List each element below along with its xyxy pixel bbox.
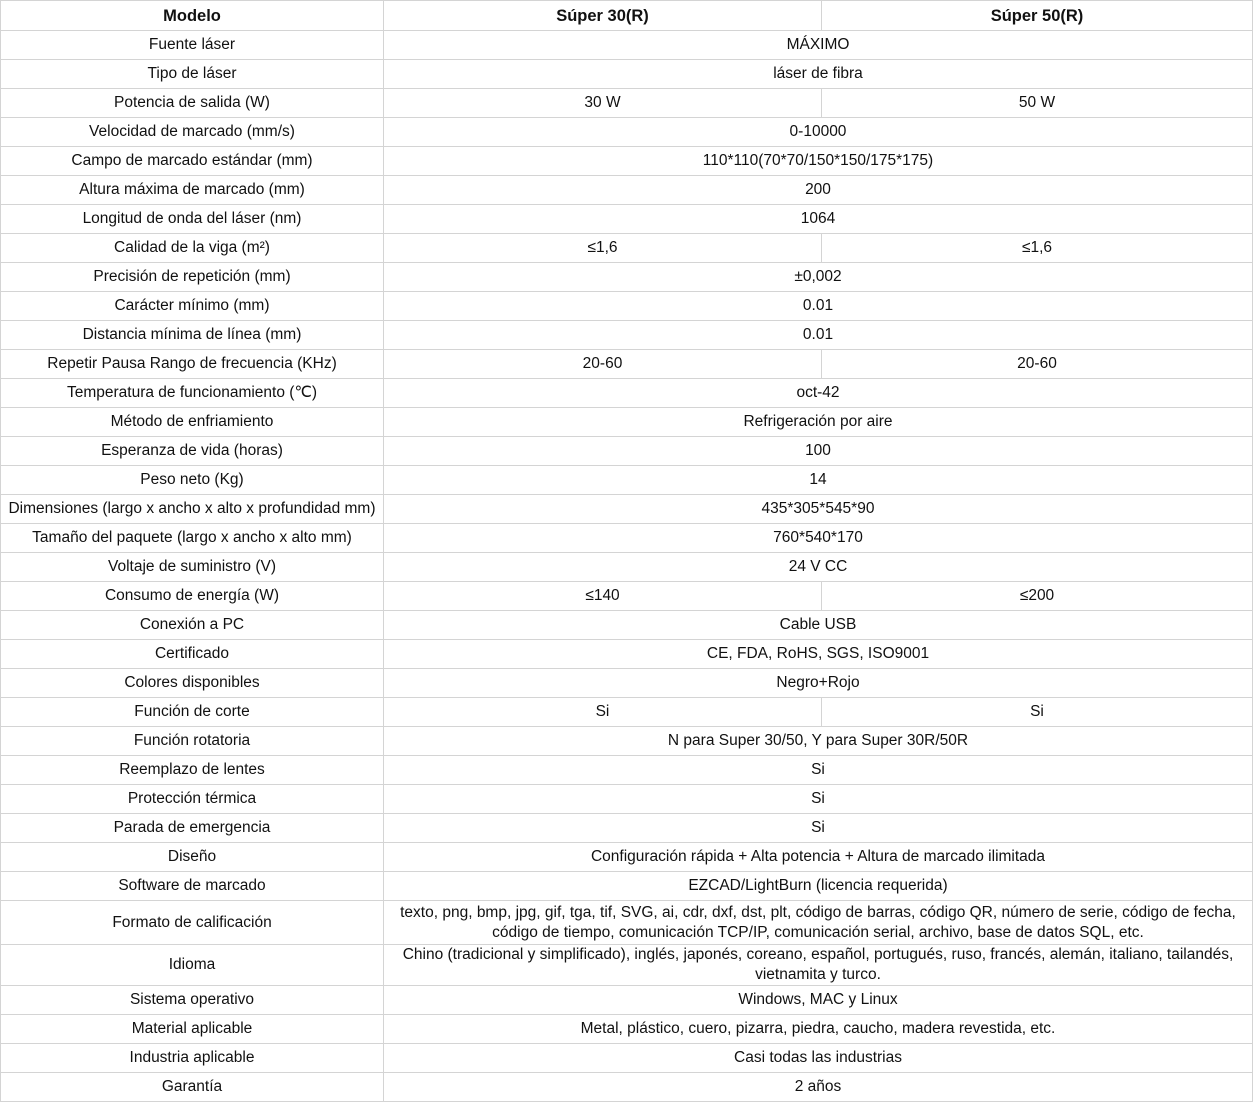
row-label: Colores disponibles bbox=[1, 669, 384, 698]
row-label: Material aplicable bbox=[1, 1015, 384, 1044]
row-value-shared: N para Super 30/50, Y para Super 30R/50R bbox=[384, 727, 1253, 756]
row-label: Sistema operativo bbox=[1, 986, 384, 1015]
row-label: Esperanza de vida (horas) bbox=[1, 437, 384, 466]
row-label: Calidad de la viga (m²) bbox=[1, 234, 384, 263]
row-value-super-30r: Si bbox=[384, 698, 822, 727]
table-row bbox=[1, 698, 1253, 727]
row-value-super-50r: Si bbox=[822, 698, 1253, 727]
table-row bbox=[1, 321, 1253, 350]
table-row bbox=[1, 814, 1253, 843]
row-label: Peso neto (Kg) bbox=[1, 466, 384, 495]
row-label: Campo de marcado estándar (mm) bbox=[1, 147, 384, 176]
row-value-shared: Si bbox=[384, 785, 1253, 814]
table-row bbox=[1, 263, 1253, 292]
row-label: Tipo de láser bbox=[1, 60, 384, 89]
row-value-super-30r: 20-60 bbox=[384, 350, 822, 379]
row-value-shared: Refrigeración por aire bbox=[384, 408, 1253, 437]
row-value-shared: 0.01 bbox=[384, 321, 1253, 350]
row-value-shared: 110*110(70*70/150*150/175*175) bbox=[384, 147, 1253, 176]
row-label: Potencia de salida (W) bbox=[1, 89, 384, 118]
table-row bbox=[1, 1073, 1253, 1102]
table-row bbox=[1, 1015, 1253, 1044]
row-value-shared: ±0,002 bbox=[384, 263, 1253, 292]
row-value-shared: Windows, MAC y Linux bbox=[384, 986, 1253, 1015]
table-row bbox=[1, 31, 1253, 60]
row-value-shared: 435*305*545*90 bbox=[384, 495, 1253, 524]
table-row bbox=[1, 872, 1253, 901]
table-row bbox=[1, 986, 1253, 1015]
row-value-super-50r: 20-60 bbox=[822, 350, 1253, 379]
row-label: Garantía bbox=[1, 1073, 384, 1102]
row-value-shared: Chino (tradicional y simplificado), inglés, japonés, coreano, español, portugués, ruso, francés, alemán, italiano, tailandés, vietnamita y turco. bbox=[384, 945, 1253, 986]
table-row bbox=[1, 524, 1253, 553]
table-row bbox=[1, 785, 1253, 814]
table-row bbox=[1, 234, 1253, 263]
row-value-shared: MÁXIMO bbox=[384, 31, 1253, 60]
row-value-super-30r: ≤140 bbox=[384, 582, 822, 611]
table-row bbox=[1, 379, 1253, 408]
row-value-shared: 0.01 bbox=[384, 292, 1253, 321]
table-row bbox=[1, 843, 1253, 872]
row-value-super-50r: ≤1,6 bbox=[822, 234, 1253, 263]
row-label: Industria aplicable bbox=[1, 1044, 384, 1073]
row-value-shared: 760*540*170 bbox=[384, 524, 1253, 553]
row-label: Función de corte bbox=[1, 698, 384, 727]
row-value-shared: 24 V CC bbox=[384, 553, 1253, 582]
table-row bbox=[1, 495, 1253, 524]
table-row bbox=[1, 727, 1253, 756]
table-row bbox=[1, 466, 1253, 495]
row-value-shared: 1064 bbox=[384, 205, 1253, 234]
row-value-shared: Cable USB bbox=[384, 611, 1253, 640]
table-row bbox=[1, 118, 1253, 147]
row-label: Fuente láser bbox=[1, 31, 384, 60]
row-label: Función rotatoria bbox=[1, 727, 384, 756]
row-label: Consumo de energía (W) bbox=[1, 582, 384, 611]
row-label: Reemplazo de lentes bbox=[1, 756, 384, 785]
table-row bbox=[1, 176, 1253, 205]
row-label: Idioma bbox=[1, 945, 384, 986]
header-model-super-50r: Súper 50(R) bbox=[822, 1, 1253, 31]
row-value-shared: 14 bbox=[384, 466, 1253, 495]
table-row bbox=[1, 89, 1253, 118]
row-value-shared: oct-42 bbox=[384, 379, 1253, 408]
row-label: Parada de emergencia bbox=[1, 814, 384, 843]
row-label: Certificado bbox=[1, 640, 384, 669]
row-value-shared: Si bbox=[384, 814, 1253, 843]
table-row bbox=[1, 756, 1253, 785]
table-row bbox=[1, 1044, 1253, 1073]
row-value-super-50r: 50 W bbox=[822, 89, 1253, 118]
table-row bbox=[1, 582, 1253, 611]
row-label: Longitud de onda del láser (nm) bbox=[1, 205, 384, 234]
row-value-super-30r: 30 W bbox=[384, 89, 822, 118]
row-label: Dimensiones (largo x ancho x alto x profundidad mm) bbox=[1, 495, 384, 524]
row-value-shared: texto, png, bmp, jpg, gif, tga, tif, SVG, ai, cdr, dxf, dst, plt, código de barras, código QR, número de serie, código de fecha, código de tiempo, comunicación TCP/IP, comunicación serial, archivo, base de datos SQL, etc. bbox=[384, 901, 1253, 945]
header-model-super-30r: Súper 30(R) bbox=[384, 1, 822, 31]
row-value-shared: Negro+Rojo bbox=[384, 669, 1253, 698]
row-value-shared: láser de fibra bbox=[384, 60, 1253, 89]
table-row bbox=[1, 553, 1253, 582]
row-value-shared: EZCAD/LightBurn (licencia requerida) bbox=[384, 872, 1253, 901]
table-row bbox=[1, 147, 1253, 176]
header-label: Modelo bbox=[1, 1, 384, 31]
row-label: Software de marcado bbox=[1, 872, 384, 901]
row-value-shared: Configuración rápida + Alta potencia + Altura de marcado ilimitada bbox=[384, 843, 1253, 872]
row-label: Protección térmica bbox=[1, 785, 384, 814]
row-label: Precisión de repetición (mm) bbox=[1, 263, 384, 292]
table-row bbox=[1, 945, 1253, 986]
table-row bbox=[1, 292, 1253, 321]
row-label: Repetir Pausa Rango de frecuencia (KHz) bbox=[1, 350, 384, 379]
row-value-shared: Metal, plástico, cuero, pizarra, piedra, caucho, madera revestida, etc. bbox=[384, 1015, 1253, 1044]
row-label: Conexión a PC bbox=[1, 611, 384, 640]
row-value-shared: CE, FDA, RoHS, SGS, ISO9001 bbox=[384, 640, 1253, 669]
row-label: Tamaño del paquete (largo x ancho x alto mm) bbox=[1, 524, 384, 553]
table-row bbox=[1, 350, 1253, 379]
row-value-shared: 100 bbox=[384, 437, 1253, 466]
row-value-shared: 2 años bbox=[384, 1073, 1253, 1102]
row-label: Distancia mínima de línea (mm) bbox=[1, 321, 384, 350]
row-value-shared: 0-10000 bbox=[384, 118, 1253, 147]
spec-body bbox=[1, 31, 1253, 1102]
row-value-super-30r: ≤1,6 bbox=[384, 234, 822, 263]
row-value-shared: 200 bbox=[384, 176, 1253, 205]
table-row bbox=[1, 60, 1253, 89]
row-label: Formato de calificación bbox=[1, 901, 384, 945]
row-label: Velocidad de marcado (mm/s) bbox=[1, 118, 384, 147]
table-row bbox=[1, 640, 1253, 669]
row-label: Altura máxima de marcado (mm) bbox=[1, 176, 384, 205]
row-label: Temperatura de funcionamiento (℃) bbox=[1, 379, 384, 408]
row-value-super-50r: ≤200 bbox=[822, 582, 1253, 611]
row-label: Método de enfriamiento bbox=[1, 408, 384, 437]
table-row bbox=[1, 205, 1253, 234]
row-label: Carácter mínimo (mm) bbox=[1, 292, 384, 321]
table-row bbox=[1, 669, 1253, 698]
table-row bbox=[1, 408, 1253, 437]
header-row bbox=[1, 1, 1253, 31]
table-row bbox=[1, 901, 1253, 945]
row-value-shared: Casi todas las industrias bbox=[384, 1044, 1253, 1073]
row-label: Diseño bbox=[1, 843, 384, 872]
table-row bbox=[1, 437, 1253, 466]
row-label: Voltaje de suministro (V) bbox=[1, 553, 384, 582]
table-row bbox=[1, 611, 1253, 640]
row-value-shared: Si bbox=[384, 756, 1253, 785]
